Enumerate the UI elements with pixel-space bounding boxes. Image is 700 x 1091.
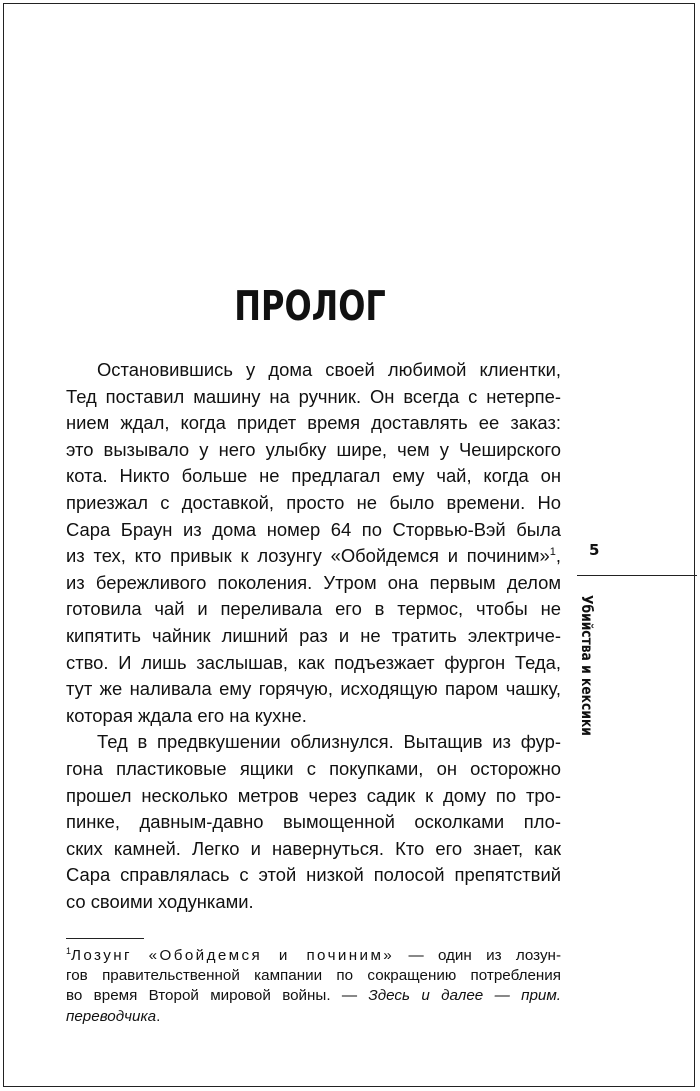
text-line: Остановившись у дома своей любимой клиентки, [97,359,561,380]
footnote-line: гов правительственной кампании по сокращению потребления [66,967,561,985]
footnote-text: . [156,1007,161,1025]
text-line: со своими ходунками. [66,890,254,912]
text-line: гона пластиковые ящики с покупками, он осторожно [66,757,561,779]
running-head: Убийства и кексики [578,595,596,736]
side-divider [577,575,697,576]
footnote-term: Лозунг «Обойдемся и починим» [71,947,395,964]
page-number: 5 [589,541,600,559]
footnote-marker[interactable]: 1 [549,546,556,559]
footnote-italic: переводчика [66,1007,157,1025]
text-line: Тед поставил машину на ручник. Он всегда с нетерпе- [66,385,561,407]
text-line: это вызывало у него улыбку шире, чем у Чеширского [66,438,561,460]
text-line: Сара справлялась с этой низкой полосой препятствий [66,864,561,886]
text-line: пинке, давным-давно вымощенной осколками пло- [66,811,561,833]
text-line: готовила чай и переливала его в термос, чтобы не [66,598,561,620]
footnote-italic: Здесь и далее — прим. [368,987,561,1005]
text-line: кота. Никто больше не предлагал ему чай, когда он [66,465,561,487]
footnote-text: во время Второй мировой войны. — [66,987,369,1005]
text-line: прошел несколько метров через садик к дому по тро- [66,784,561,806]
footnote-marker-suffix: , [555,545,561,567]
footnote-line [66,986,561,1006]
text-line: нием ждал, когда придет время доставлять ее заказ: [66,412,561,434]
text-line: ство. И лишь заслышав, как подъезжает фургон Теда, [66,651,561,673]
body-text [66,357,561,915]
text-line-with-footnote [66,543,561,570]
text-line-content: из тех, кто привык к лозунгу «Обойдемся и починим» [66,545,550,567]
footnote-divider [66,938,144,939]
text-line: Тед в предвкушении облизнулся. Вытащив из фур- [97,731,561,753]
text-line: которая ждала его на кухне. [66,704,307,726]
text-line: кипятить чайник лишний раз и не тратить электриче- [66,624,561,646]
text-line: приезжал с доставкой, просто не было времени. Но [66,491,561,513]
text-line: Сара Браун из дома номер 64 по Сторвью-Вэй была [66,518,561,540]
footnote-line [66,946,561,966]
chapter-title: ПРОЛОГ [234,282,386,330]
footnote-line [66,1007,561,1027]
footnote-number: 1 [66,945,72,956]
text-line: тут же наливала ему горячую, исходящую паром чашку, [66,678,561,700]
footnote-text: — один из лозун- [394,947,561,964]
text-line: ских камней. Легко и навернуться. Кто его знает, как [66,837,561,859]
text-line: из бережливого поколения. Утром она первым делом [66,571,561,593]
footnote [66,946,561,1027]
